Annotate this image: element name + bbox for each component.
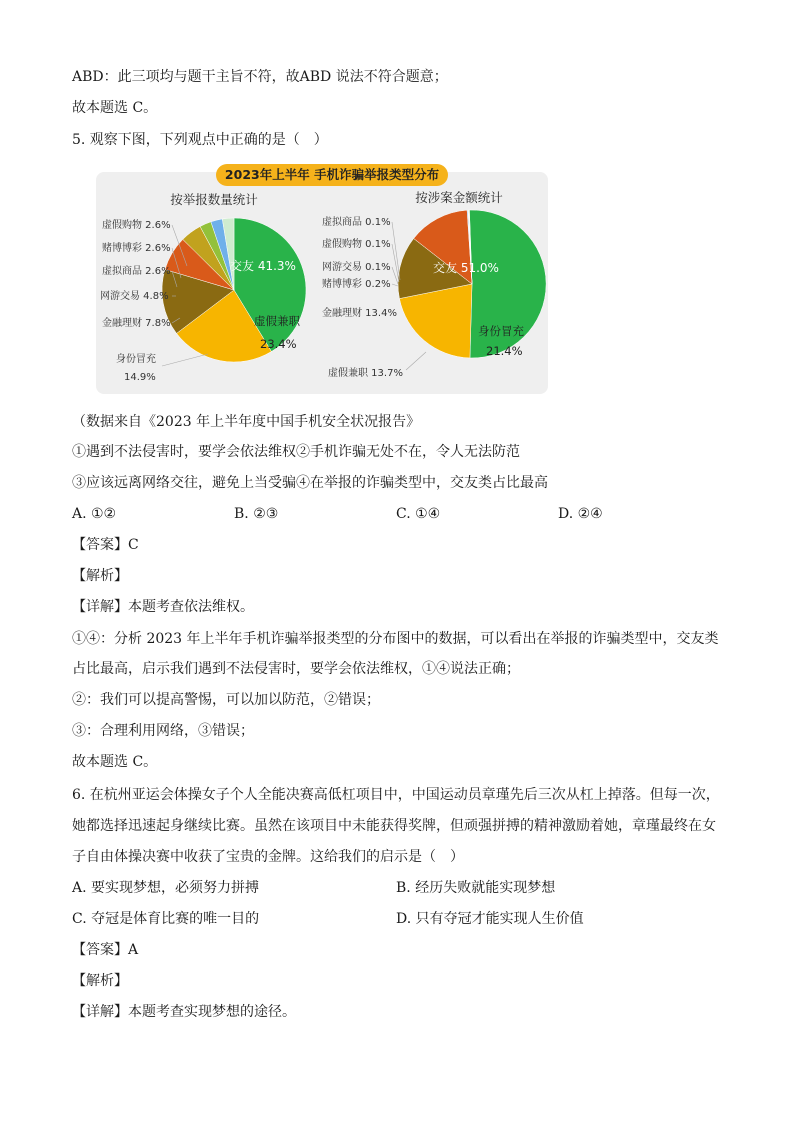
- statements-1-2: ①遇到不法侵害时，要学会依法维权②手机诈骗无处不在，令人无法防范: [72, 444, 520, 460]
- pie1-inner-labels: [230, 258, 296, 273]
- question-6-stem-c: 子自由体操决赛中收获了宝贵的金牌。这给我们的启示是（ ）: [72, 849, 464, 865]
- pie2-subtitle: 按涉案金额统计: [415, 190, 503, 205]
- pie2-label-jiaoyou: 交友 51.0%: [433, 261, 499, 275]
- q6-option-b: B. 经历失败就能实现梦想: [396, 880, 556, 896]
- statements-3-4: ③应该远离网络交往，避免上当受骗④在举报的诈骗类型中，交友类占比最高: [72, 475, 548, 491]
- pie1-label-jiaoyou: 交友 41.3%: [230, 259, 296, 273]
- pie1-label-xunishangpin: 虚拟商品 2.6%: [102, 266, 171, 277]
- pie1-label-xujiagouwu: 虚假购物 2.6%: [102, 220, 171, 231]
- pie1-label-dubo: 赌博博彩 2.6%: [102, 243, 171, 254]
- q6-option-d: D. 只有夺冠才能实现人生价值: [396, 911, 584, 927]
- q6-analysis-heading: 【解析】: [72, 973, 128, 989]
- question-6-stem-b: 她都选择迅速起身继续比赛。虽然在该项目中未能获得奖牌，但顽强拼搏的精神激励着她，章瑾最终在女: [72, 818, 716, 834]
- pie2-labels: [322, 215, 403, 379]
- pie1-label-shenfen-value: 14.9%: [124, 372, 156, 383]
- q6-option-a: A. 要实现梦想，必须努力拼搏: [72, 880, 260, 896]
- pie2-inner-labels: [433, 260, 499, 275]
- pie1-label-shenfen: 身份冒充: [116, 354, 156, 365]
- chart-title: 2023年上半年 手机诈骗举报类型分布: [224, 167, 440, 182]
- pie1-label-wangyou: 网游交易 4.8%: [100, 291, 169, 302]
- q5-answer: 【答案】C: [72, 537, 139, 553]
- pie2-label-jinrong: 金融理财 13.4%: [322, 308, 397, 319]
- pie1-label-xujiajianzhi-value: 23.4%: [260, 337, 297, 351]
- answer-conclusion-4: 故本题选 C。: [72, 100, 158, 116]
- q5-option-d: D. ②④: [558, 506, 603, 522]
- q5-option-c: C. ①④: [396, 506, 441, 522]
- q6-detail-heading: 【详解】本题考查实现梦想的途径。: [72, 1004, 296, 1020]
- q5-explanation-1b: 占比最高，启示我们遇到不法侵害时，要学会依法维权，①④说法正确；: [72, 661, 520, 677]
- q5-detail-heading: 【详解】本题考查依法维权。: [72, 599, 254, 615]
- q5-option-a: A. ①②: [72, 506, 117, 522]
- pie2-label-xunishangpin: 虚拟商品 0.1%: [322, 217, 391, 228]
- pie2-label-shenfen-value: 21.4%: [486, 344, 523, 358]
- pie1-labels: [100, 218, 171, 383]
- q5-option-b: B. ②③: [234, 506, 279, 522]
- pie2-label-dubo: 赌博博彩 0.2%: [322, 279, 391, 290]
- pie2-label-wangyou: 网游交易 0.1%: [322, 262, 391, 273]
- pie1-subtitle: 按举报数量统计: [170, 192, 258, 207]
- pie2-label-xujiajianzhi: 虚假兼职 13.7%: [328, 368, 403, 379]
- question-6-stem-a: 6. 在杭州亚运会体操女子个人全能决赛高低杠项目中，中国运动员章瑾先后三次从杠上掉落。但每一次，: [72, 787, 720, 803]
- q5-analysis-heading: 【解析】: [72, 568, 128, 584]
- q5-explanation-1a: ①④：分析 2023 年上半年手机诈骗举报类型的分布图中的数据，可以看出在举报的诈骗类型中，交友类: [72, 631, 719, 647]
- q5-explanation-3: ③：合理利用网络，③错误；: [72, 723, 254, 739]
- chart-title-banner: [216, 164, 448, 186]
- fraud-chart-figure: [96, 167, 548, 394]
- analysis-abd: ABD：此三项均与题干主旨不符，故ABD 说法不符合题意；: [72, 69, 448, 85]
- pie1-label-xujiajianzhi: 虚假兼职: [254, 314, 300, 328]
- pie2-label-shenfen: 身份冒充: [478, 324, 524, 338]
- question-5-stem: 5. 观察下图，下列观点中正确的是（ ）: [72, 132, 328, 148]
- chart-source-note: （数据来自《2023 年上半年度中国手机安全状况报告》: [72, 414, 421, 430]
- q5-explanation-2: ②：我们可以提高警惕，可以加以防范，②错误；: [72, 692, 380, 708]
- pie1-label-jinrong: 金融理财 7.8%: [102, 318, 171, 329]
- q6-option-c: C. 夺冠是体育比赛的唯一目的: [72, 911, 260, 927]
- q6-answer: 【答案】A: [72, 942, 139, 958]
- pie-charts: [96, 172, 548, 394]
- pie2-label-xujiagouwu: 虚假购物 0.1%: [322, 239, 391, 250]
- q5-conclusion: 故本题选 C。: [72, 754, 158, 770]
